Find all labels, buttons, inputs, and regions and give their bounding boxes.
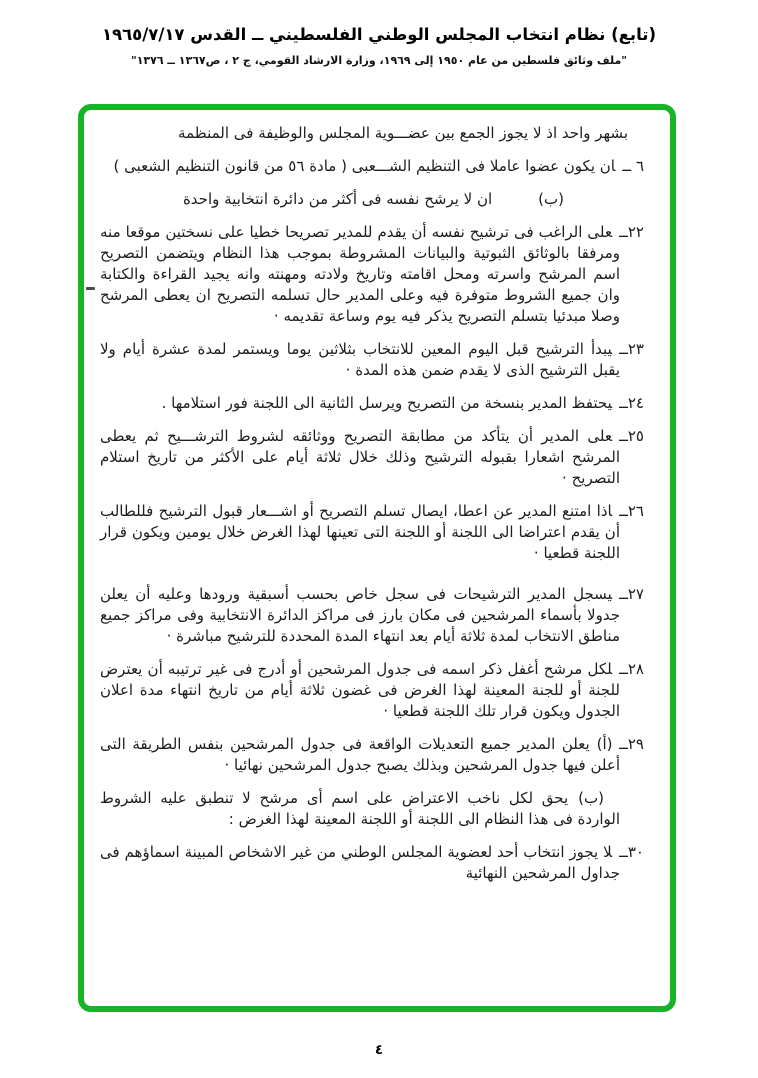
clause-29-b: [100, 788, 644, 830]
scan-artifact-dash: [86, 287, 95, 290]
clause-text: ان يكون عضوا عاملا فى التنظيم الشـــعبى ( مادة ٥٦ من قانون التنظيم الشعبى ): [113, 157, 616, 175]
clause-number: ٢٤ــ: [619, 394, 644, 412]
clause-text: يبدأ الترشيح قبل اليوم المعين للانتخاب بثلاثين يوما ويستمر لمدة عشرة أيام ولا يقبل الترشيح الذى لا يقدم ضمن هذه المدة ·: [100, 340, 620, 379]
clause-text: لا يجوز انتخاب أحد لعضوية المجلس الوطني من غير الاشخاص المبينة اسماؤهم فى جداول المرشحين النهائية: [100, 843, 620, 882]
clause-text: اذا امتنع المدير عن اعطا، ايصال تسلم التصريح أو اشـــعار قبول الترشيح فللطالب أن يقدم اعتراضا الى اللجنة أو اللجنة التى تعينها لهذا الغرض خلال يومين ويكون قرار اللجنة قطعيا ·: [100, 502, 620, 562]
clause-23: [100, 339, 644, 381]
clause-number: ٢٣ــ: [619, 340, 644, 358]
clause-text: لكل مرشح أغفل ذكر اسمه فى جدول المرشحين أو أدرج فى غير ترتيبه أن يعترض للجنة أو للجنة المعينة لهذا الغرض فى غضون ثلاثة أيام من تاريخ انتهاء مدة اعلان الجدول ويكون قرار تلك اللجنة قطعيا ·: [100, 660, 620, 720]
clause-number: ٢٥ــ: [619, 427, 644, 445]
page-number: ٤: [374, 1042, 384, 1058]
clause-text: على المدير أن يتأكد من مطابقة التصريح ووثائقه لشروط الترشـــيح ثم يعطى المرشح اشعارا بقبوله الترشيح وذلك خلال ثلاثة أيام على الأكثر من تاريخ استلام التصريح ·: [100, 427, 620, 487]
document-source-line: "ملف وثائق فلسطين من عام ١٩٥٠ إلى ١٩٦٩، وزارة الارشاد القومي، ج ٢ ، ص١٣٦٧ ــ ١٣٧٦": [130, 54, 627, 67]
clause-29-a: [100, 734, 644, 776]
clause-number: ٣٠ــ: [619, 843, 644, 861]
document-title: (تابع) نظام انتخاب المجلس الوطني الفلسطيني ــ القدس ١٩٦٥/٧/١٧: [101, 25, 657, 44]
clause-text: ان لا يرشح نفسه فى أكثر من دائرة انتخابية واحدة: [182, 190, 493, 208]
clause-28: [100, 659, 644, 722]
clause-26: [100, 501, 644, 564]
clause-text: يسجل المدير الترشيحات فى سجل خاص بحسب أسبقية ورودها وعليه أن يعلن جدولا بأسماء المرشحين فى مكان بارز فى مراكز الدائرة الانتخابية وفى مراكز جميع مناطق الانتخاب لمدة ثلاثة أيام بعد انتهاء المدة المحددة للترشيح مباشرة ·: [100, 585, 620, 645]
clause-text: على الراغب فى ترشيح نفسه أن يقدم للمدير تصريحا خطيا على نسختين موقعا منه ومرفقا بالوثائق الثبوتية والبيانات المشروطة بموجب هذا النظام ويتضمن التصريح اسم المرشح واسرته ومحل اقامته وتاريخ ولادته ومهنته وانه يجيد القراءة والكتابة وان جميع الشروط متوفرة فيه وعلى المدير حال تسلمه التصريح ان يعطى المرشح وصلا مبدئيا بتسلم التصريح يذكر فيه يوم وساعة تقديمه ·: [100, 223, 620, 325]
green-frame: [78, 104, 676, 1012]
clause-number: ٢٧ــ: [619, 585, 644, 603]
clause-22: [100, 222, 644, 327]
clause-number: ٢٢ــ: [619, 223, 644, 241]
clause-text: يحتفظ المدير بنسخة من التصريح ويرسل الثانية الى اللجنة فور استلامها .: [161, 394, 613, 412]
clause-30: [100, 842, 644, 884]
paragraph-intro: بشهر واحد اذ لا يجوز الجمع بين عضـــوية المجلس والوظيفة فى المنظمة: [178, 124, 628, 142]
clause-number: ٢٦ــ: [619, 502, 644, 520]
clause-number: ٢٩ــ (أ): [596, 735, 644, 753]
clause-number: (ب): [578, 789, 604, 807]
clause-number: ٦ ــ: [622, 157, 644, 175]
clause-6-b: [100, 189, 564, 210]
clause-text: يعلن المدير جميع التعديلات الواقعة فى جدول المرشحين بنفس الطريقة التى أعلن فيها جدول المرشحين وبذلك يصبح جدول المرشحين نهائيا ·: [100, 735, 620, 774]
clause-6: [100, 156, 644, 177]
clause-number: ٢٨ــ: [619, 660, 644, 678]
clause-27: [100, 584, 644, 647]
clause-24: [100, 393, 644, 414]
clause-25: [100, 426, 644, 489]
clause-number: (ب): [538, 190, 564, 208]
document-header: [0, 24, 758, 68]
clause-text: يحق لكل ناخب الاعتراض على اسم أى مرشح لا تنطبق عليه الشروط الواردة فى هذا النظام الى اللجنة أو اللجنة المعينة لهذا الغرض :: [100, 789, 620, 828]
